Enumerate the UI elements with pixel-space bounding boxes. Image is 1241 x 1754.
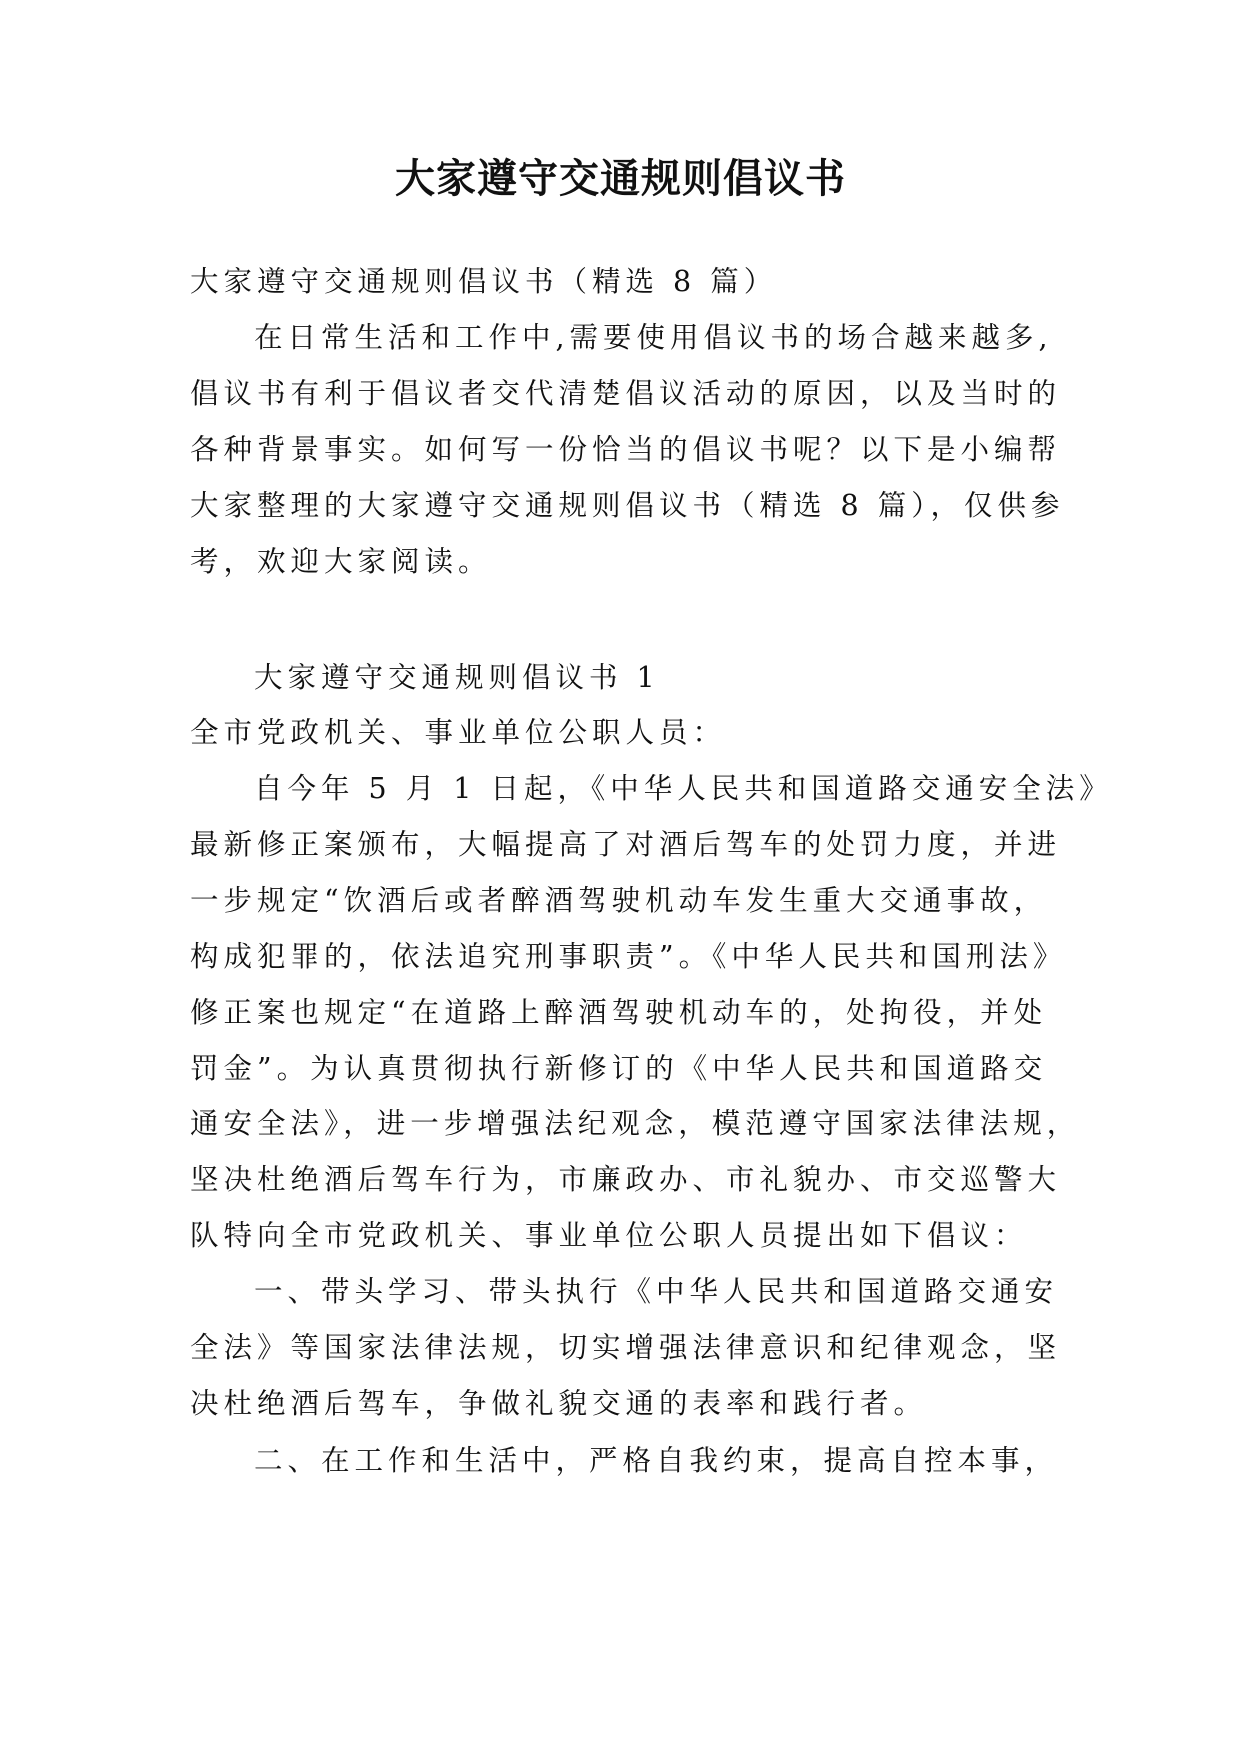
list-item-line: 全法》等国家法律法规，切实增强法律意识和纪律观念，坚	[190, 1331, 1062, 1364]
document-title: 大家遵守交通规则倡议书	[395, 156, 846, 202]
paragraph-line: 通安全法》，进一步增强法纪观念，模范遵守国家法律法规，	[190, 1107, 1081, 1140]
paragraph-line: 构成犯罪的，依法追究刑事职责”。《中华人民共和国刑法》	[190, 940, 1067, 973]
paragraph-line: 自今年 5 月 1 日起，《中华人民共和国道路交通安全法》	[254, 772, 1113, 805]
list-item-line: 决杜绝酒后驾车，争做礼貌交通的表率和践行者。	[190, 1387, 928, 1420]
paragraph-line: 一步规定“饮酒后或者醉酒驾驶机动车发生重大交通事故，	[190, 884, 1048, 917]
document-subtitle: 大家遵守交通规则倡议书（精选 8 篇）	[190, 265, 778, 298]
list-item-line: 二、在工作和生活中，严格自我约束，提高自控本事，	[254, 1444, 1059, 1477]
intro-line: 在日常生活和工作中,需要使用倡议书的场合越来越多,	[254, 321, 1053, 354]
section-heading: 大家遵守交通规则倡议书 1	[254, 661, 660, 694]
intro-line: 大家整理的大家遵守交通规则倡议书（精选 8 篇），仅供参	[190, 489, 1065, 522]
paragraph-line: 罚金”。为认真贯彻执行新修订的《中华人民共和国道路交	[190, 1052, 1048, 1085]
paragraph-line: 坚决杜绝酒后驾车行为，市廉政办、市礼貌办、市交巡警大	[190, 1163, 1062, 1196]
intro-line: 各种背景事实。如何写一份恰当的倡议书呢？以下是小编帮	[190, 433, 1062, 466]
paragraph-line: 最新修正案颁布，大幅提高了对酒后驾车的处罚力度，并进	[190, 828, 1062, 861]
list-item-line: 一、带头学习、带头执行《中华人民共和国道路交通安	[254, 1275, 1059, 1308]
intro-line: 倡议书有利于倡议者交代清楚倡议活动的原因，以及当时的	[190, 377, 1062, 410]
salutation: 全市党政机关、事业单位公职人员：	[190, 716, 727, 749]
paragraph-line: 队特向全市党政机关、事业单位公职人员提出如下倡议：	[190, 1219, 1028, 1252]
intro-line: 考，欢迎大家阅读。	[190, 545, 492, 578]
paragraph-line: 修正案也规定“在道路上醉酒驾驶机动车的，处拘役，并处	[190, 996, 1048, 1029]
